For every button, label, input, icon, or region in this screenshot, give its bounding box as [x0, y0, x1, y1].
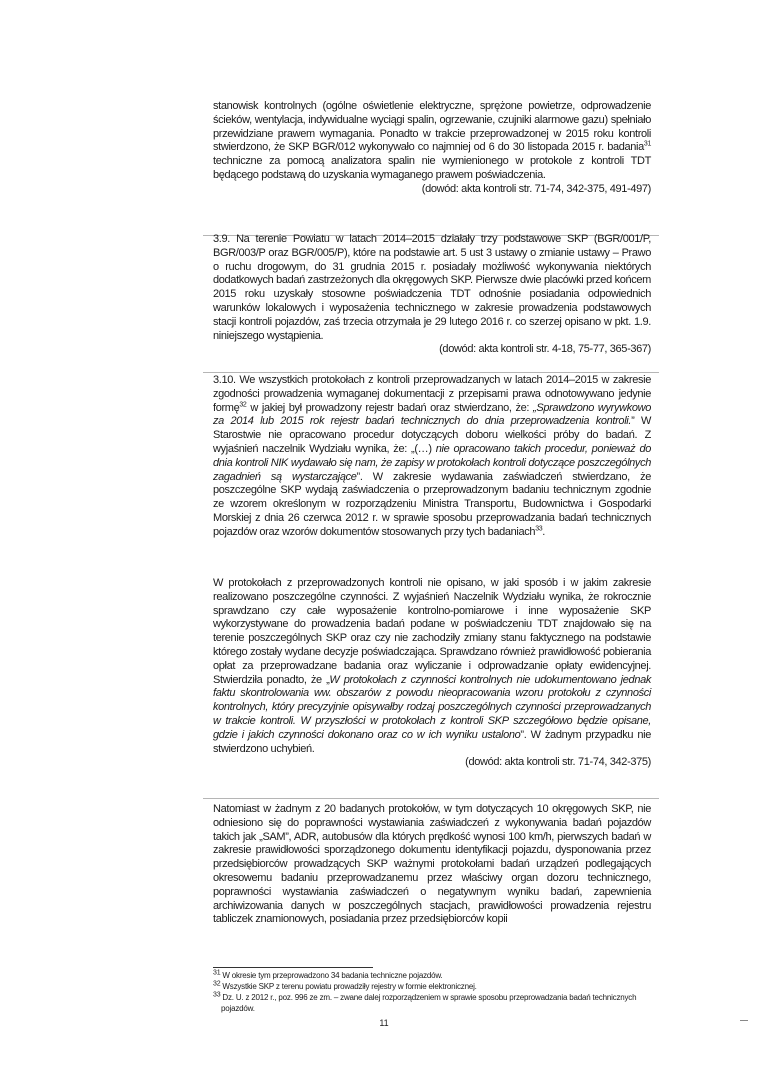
footnote-continuation: pojazdów. — [221, 1004, 255, 1013]
section-separator — [203, 798, 659, 799]
text-run: W protokołach z przeprowadzonych kontroli nie opisano, w jaki sposób i w jakim zakresie realizowano poszczególne czynności. Z wyjaśnień Naczelnik Wydziału wynika, że rokrocznie sprawdzano czy całe wyposażenie kontrolno-pomiarowe i inne wyposażenie SKP wykorzystywane do prowadzenia badań podane w poświadczeniu TDT znajdowało się na terenie poszczególnych SKP oraz czy nie zachodziły zmiany stanu faktycznego na podstawie którego zostały wydane decyzje poświadczająca. Sprawdzano również prawidłowość pobierania opłat za przeprowadzane badania oraz wyliczanie i odprowadzanie opłaty ewidencyjnej. Stwierdziła ponadto, że „ — [213, 577, 651, 686]
section-separator — [203, 372, 659, 373]
footnote — [213, 992, 653, 1003]
paragraph-protocols — [213, 577, 651, 770]
footnote-text: Wszystkie SKP z terenu powiatu prowadziły rejestry w formie elektronicznej. — [220, 982, 477, 991]
quote: nie opracowano takich procedur, ponieważ do dnia kontroli NIK wydawało się nam, że zapisy w protokołach kontroli dotyczące poszczególnych zagadnień są wystarczające — [213, 442, 651, 483]
footnote — [213, 981, 653, 992]
paragraph-3-9 — [213, 233, 651, 357]
footnote-text: Dz. U. z 2012 r., poz. 996 ze zm. – zwane dalej rozporządzeniem w sprawie sposobu przeprowadzania badań technicznych — [220, 993, 637, 1002]
paragraph — [213, 374, 651, 540]
paragraph-3-8-continuation — [213, 100, 651, 197]
page-number: 11 — [379, 1018, 389, 1028]
quote: W protokołach z czynności kontrolnych nie udokumentowano jednak faktu skontrolowania ww. obszarów z powodu nieopracowania wzoru protokołu z czynności kontrolnych, który precyzyjnie opisywałby rodzaj poszczególnych czynności przeprowadzanych w trakcie kontroli. W przyszłości w protokołach z kontroli SKP szczegółowo będzie opisane, gdzie i jakich czynności dokonano oraz co w ich wyniku ustalono — [213, 673, 652, 741]
text-run: . — [542, 525, 545, 538]
text-run: w jakiej był prowadzony rejestr badań oraz stwierdzano, że: — [246, 401, 534, 414]
text-run: ”. W żadnym przypadku nie stwierdzono uchybień. — [213, 728, 651, 755]
paragraph-3-10 — [213, 374, 651, 540]
text-run: ” W Starostwie nie opracowano procedur dotyczących doboru wielkości próby do badań. Z wyjaśnień naczelnik Wydziału wynika, że: „(…) — [213, 415, 651, 455]
paragraph: Natomiast w żadnym z 20 badanych protokołów, w tym dotyczących 10 okręgowych SKP, nie odniesiono się do poprawności wystawiania zaświadczeń z wykonywania badań pojazdów takich jak „SAM”, ADR, autobusów dla których prędkość wynosi 100 km/h, pierwszych badań w zakresie prawidłowości sporządzonego dokumentu identyfikacji pojazdu, dysponowania przez przedsiębiorców prowadzących SKP ważnymi protokołami badań urządzeń podlegających okresowemu badaniu przeprowadzanemu przez właściwy organ dozoru technicznego, poprawności wystawiania zaświadczeń o negatywnym wyniku badań, zapewnienia archiwizowania danych w poszczególnych stacjach, prawidłowości prowadzenia rejestru tabliczek znamionowych, posiadania przez przedsiębiorców kopii — [213, 803, 651, 926]
evidence-reference: (dowód: akta kontroli str. 71-74, 342-375) — [465, 756, 651, 769]
scan-mark — [740, 1020, 748, 1021]
paragraph — [213, 100, 651, 183]
paragraph: 3.9. Na terenie Powiatu w latach 2014–2015 działały trzy podstawowe SKP (BGR/001/P, BGR/003/P oraz BGR/005/P), które na podstawie art. 5 ust 3 ustawy o zmianie ustawy – Prawo o ruchu drogowym, do 31 grudnia 2015 r. posiadały możliwość wykonywania niektórych dodatkowych badań zastrzeżonych dla okręgowych SKP. Pierwsze dwie placówki przed końcem 2015 roku uzyskały stosowne poświadczenia TDT odnośnie posiadania odpowiednich warunków lokalowych i wyposażenia technicznego w zakresie prowadzenia podstawowych stacji kontroli pojazdów, zaś trzecia otrzymała je 29 lutego 2016 r. co szerzej opisano w pkt. 1.9. niniejszego wystąpienia. — [213, 233, 651, 342]
text-run: ”. W zakresie wydawania zaświadczeń stwierdzano, że poszczególne SKP wydają zaświadczenia o przeprowadzonym badaniu technicznym zgodnie ze wzorem określonym w rozporządzeniu Ministra Transportu, Budownictwa i Gospodarki Morskiej z dnia 26 czerwca 2012 r. w sprawie sposobu przeprowadzania badań technicznych pojazdów oraz wzorów dokumentów stosowanych przy tych badaniach — [213, 470, 651, 538]
paragraph-findings — [213, 803, 651, 927]
paragraph — [213, 577, 651, 756]
evidence-reference: (dowód: akta kontroli str. 71-74, 342-375, 491-497) — [421, 182, 651, 195]
footnote-number: 33 — [213, 991, 221, 999]
footnote-number: 31 — [213, 969, 221, 977]
footnote-rule — [213, 967, 373, 968]
footnote — [213, 970, 653, 981]
text-run: 3.10. We wszystkich protokołach z kontroli przeprowadzanych w latach 2014–2015 w zakresie zgodności prowadzenia wymaganej dokumentacji z przepisami prawa odnotowywano jedynie formę — [213, 374, 651, 414]
quote: „Sprawdzono wyrywkowo za 2014 lub 2015 rok rejestr badań technicznych do dnia przeprowadzenia kontroli. — [213, 401, 651, 428]
footnote-text: W okresie tym przeprowadzono 34 badania techniczne pojazdów. — [220, 971, 443, 980]
footnote-ref: 31 — [643, 140, 651, 148]
evidence-reference: (dowód: akta kontroli str. 4-18, 75-77, 365-367) — [439, 343, 651, 356]
text-run: stanowisk kontrolnych (ogólne oświetlenie elektryczne, sprężone powietrze, odprowadzenie ścieków, wentylacja, indywidualne wyciągi spalin, ogrzewanie, czujniki alarmowe gazu) spełniało przewidziane prawem wymagania. Ponadto w trakcie przeprowadzonej w 2015 roku kontroli stwierdzono, że SKP BGR/012 wykonywało co najmniej od 6 do 30 listopada 2015 r. badania — [213, 100, 651, 154]
footnote-ref: 32 — [239, 400, 247, 408]
footnote-ref: 33 — [535, 525, 543, 533]
footnote-number: 32 — [213, 980, 221, 988]
footnotes — [213, 970, 653, 1014]
text-run: techniczne za pomocą analizatora spalin nie wymienionego w protokole z kontroli TDT będącego podstawą do uzyskania wymaganego prawem poświadczenia. — [213, 155, 651, 181]
